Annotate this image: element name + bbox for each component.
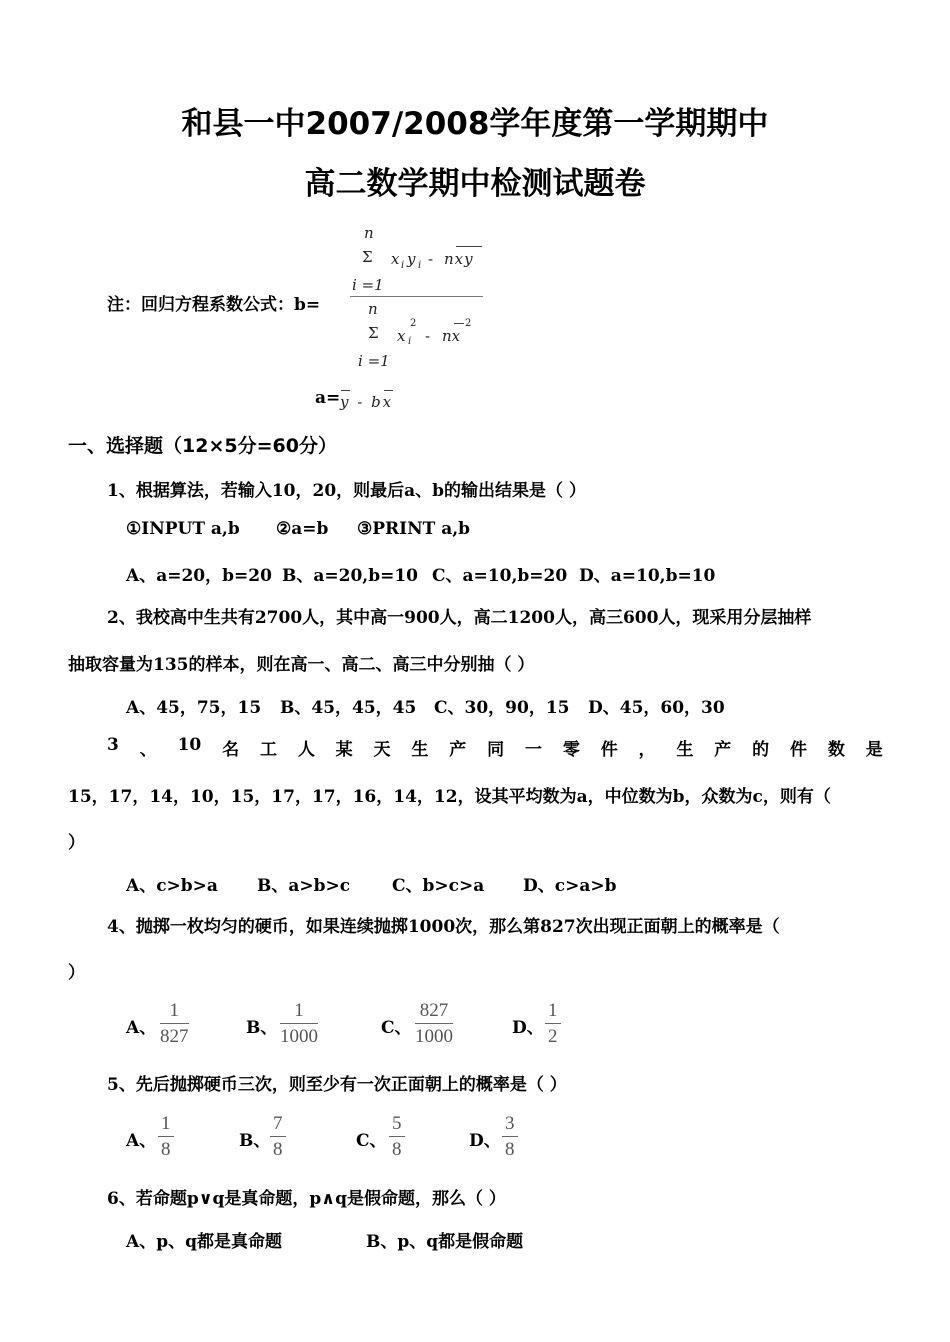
answer-option-b-fraction <box>280 1001 318 1046</box>
question-stem <box>107 735 883 760</box>
fraction-numerator: 3 <box>505 1113 515 1134</box>
numerator-upper-limit: n <box>364 224 374 242</box>
answer-option-d-label: D、 <box>512 1018 544 1038</box>
algorithm-step: ②a=b <box>276 519 329 539</box>
answer-option-d-label: D、 <box>469 1131 501 1151</box>
answer-option-d: D、c>a>b <box>523 876 617 896</box>
denominator-x-sub: i <box>408 336 412 347</box>
answer-option-b-label: B、 <box>246 1018 278 1038</box>
answer-option-c-fraction <box>415 1001 453 1046</box>
fraction-denominator: 827 <box>160 1026 189 1047</box>
denominator-minus: - <box>425 327 431 345</box>
answer-option-d-fraction <box>502 1114 518 1159</box>
fraction-numerator: 1 <box>169 1000 179 1021</box>
denominator-sup: 2 <box>465 318 472 329</box>
answer-option-c: C、30，90，15 <box>434 698 570 718</box>
answer-option-a: A、45，75，15 <box>126 698 262 718</box>
fraction-denominator: 8 <box>161 1139 171 1160</box>
answer-option-b-label: B、 <box>239 1131 271 1151</box>
answer-option-c: C、a=10,b=20 <box>432 566 568 586</box>
stem-token: ， <box>638 740 656 760</box>
answer-option-c-fraction <box>389 1114 405 1159</box>
formula-note-label: 注：回归方程系数公式：b= <box>107 295 321 315</box>
answer-option-b-fraction <box>270 1114 286 1159</box>
numerator-minus: - <box>428 250 434 268</box>
answer-option-a-label: A、 <box>126 1018 157 1038</box>
question-stem: 4、抛掷一枚均匀的硬币，如果连续抛掷1000次，那么第827次出现正面朝上的概率是（ <box>107 917 780 937</box>
intercept-y-overline <box>341 390 350 391</box>
denominator-nx: nx <box>442 327 461 345</box>
stem-token: 零 <box>562 740 580 760</box>
fraction-numerator: 7 <box>273 1113 283 1134</box>
denominator-sigma: Σ <box>368 324 379 342</box>
page-title: 和县一中2007/2008学年度第一学期期中 <box>181 106 769 142</box>
numerator-x-sub: i <box>401 260 405 271</box>
fraction-numerator: 5 <box>392 1113 402 1134</box>
answer-option-a: A、c>b>a <box>126 876 218 896</box>
stem-token: 10 <box>177 735 202 755</box>
question-stem-continued: 15，17，14，10，15，17，17，16，14，12，设其平均数为a，中位数为b，众数为c，则有（ <box>68 787 831 807</box>
stem-token: 人 <box>297 740 315 760</box>
stem-token: 件 <box>600 740 618 760</box>
stem-token: 同 <box>487 740 505 760</box>
denominator-x-sup: 2 <box>410 318 417 329</box>
fraction-numerator: 827 <box>419 1000 449 1021</box>
question-stem-continued: 抽取容量为135的样本，则在高一、高二、高三中分别抽（ ） <box>68 655 535 675</box>
numerator-y: y <box>407 250 416 268</box>
answer-option-c: C、b>c>a <box>392 876 485 896</box>
stem-token: 产 <box>449 740 467 760</box>
answer-option-b: B、45，45，45 <box>280 698 417 718</box>
stem-token: 生 <box>411 740 429 760</box>
section-heading: 一、选择题（12×5分=60分） <box>68 435 337 457</box>
numerator-sigma: Σ <box>362 248 373 266</box>
answer-option-a: A、p、q都是真命题 <box>126 1232 282 1252</box>
stem-token: 某 <box>335 740 353 760</box>
fraction-denominator: 8 <box>505 1139 515 1160</box>
denominator-upper-limit: n <box>368 300 378 318</box>
denominator-mean-overline <box>454 323 464 324</box>
question-stem: 1、根据算法，若输入10，20，则最后a、b的输出结果是（ ） <box>107 481 586 501</box>
fraction-numerator: 1 <box>161 1113 171 1134</box>
answer-option-b: B、a=20,b=10 <box>282 566 418 586</box>
numerator-mean-overline <box>456 246 482 247</box>
denominator-lower-limit: i =1 <box>358 352 390 370</box>
question-stem-continued: ） <box>68 963 85 983</box>
stem-token: 工 <box>259 740 277 760</box>
stem-token: 的 <box>752 740 770 760</box>
stem-token: 一 <box>524 740 542 760</box>
answer-option-a: A、a=20，b=20 <box>126 566 272 586</box>
intercept-label: a= <box>315 388 341 408</box>
answer-option-c-label: C、 <box>356 1131 387 1151</box>
fraction-denominator: 1000 <box>415 1026 453 1047</box>
question-stem: 5、先后抛掷硬币三次，则至少有一次正面朝上的概率是（ ） <box>107 1075 567 1095</box>
answer-option-d: D、45，60，30 <box>588 698 725 718</box>
formula-fraction-bar <box>350 296 483 297</box>
fraction-denominator: 2 <box>548 1026 558 1047</box>
page-subtitle: 高二数学期中检测试题卷 <box>304 166 646 202</box>
stem-token: 数 <box>827 740 845 760</box>
answer-option-a-label: A、 <box>126 1131 157 1151</box>
stem-token: 3 <box>107 735 119 755</box>
intercept-expression: y - bx <box>340 393 394 411</box>
algorithm-step: ③PRINT a,b <box>357 519 471 539</box>
stem-token: 件 <box>789 740 807 760</box>
question-stem: 6、若命题p∨q是真命题，p∧q是假命题，那么（ ） <box>107 1189 506 1209</box>
stem-token: 产 <box>714 740 732 760</box>
stem-token: 是 <box>865 740 883 760</box>
answer-option-b: B、a>b>c <box>257 876 351 896</box>
fraction-numerator: 1 <box>548 1000 558 1021</box>
stem-token: 生 <box>676 740 694 760</box>
denominator-x: x <box>397 327 406 345</box>
numerator-y-sub: i <box>418 260 422 271</box>
intercept-x-overline <box>384 390 393 391</box>
fraction-numerator: 1 <box>294 1000 304 1021</box>
answer-option-c-label: C、 <box>381 1018 412 1038</box>
algorithm-step: ①INPUT a,b <box>126 519 240 539</box>
numerator-x: x <box>391 250 400 268</box>
stem-token: 名 <box>222 740 240 760</box>
numerator-nxy: nxy <box>444 250 474 268</box>
answer-option-a-fraction <box>158 1114 174 1159</box>
stem-token: 天 <box>373 740 391 760</box>
question-stem: 2、我校高中生共有2700人，其中高一900人，高二1200人，高三600人，现采用分层抽样 <box>107 608 812 628</box>
answer-option-a-fraction <box>160 1001 189 1046</box>
answer-option-d: D、a=10,b=10 <box>579 566 716 586</box>
answer-option-b: B、p、q都是假命题 <box>366 1232 524 1252</box>
numerator-lower-limit: i =1 <box>352 276 384 294</box>
answer-option-d-fraction <box>545 1001 561 1046</box>
fraction-denominator: 8 <box>273 1139 283 1160</box>
question-stem-continued: ） <box>68 833 85 853</box>
fraction-denominator: 1000 <box>280 1026 318 1047</box>
stem-token: 、 <box>139 740 157 760</box>
fraction-denominator: 8 <box>392 1139 402 1160</box>
